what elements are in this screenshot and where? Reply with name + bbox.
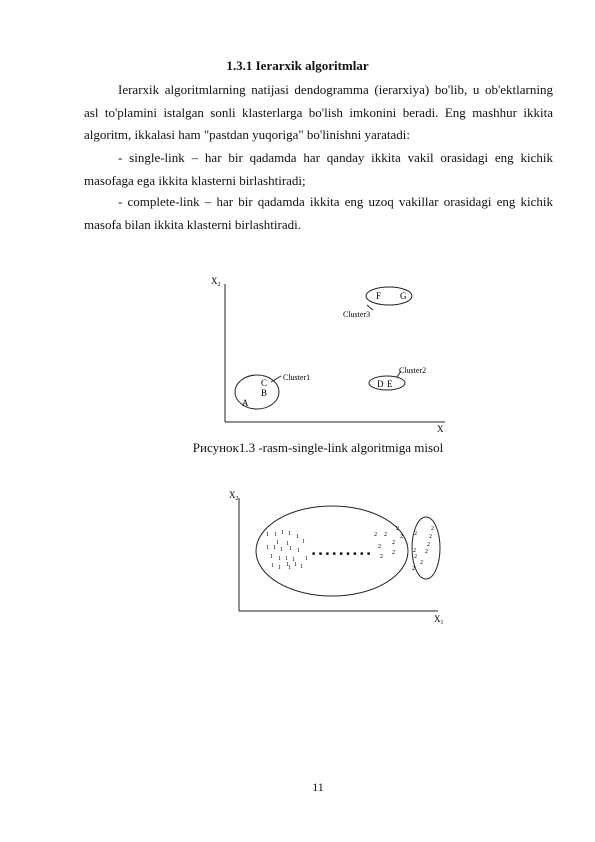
class1-points [266, 530, 308, 571]
class2-point: 2 [431, 526, 434, 532]
page-number: 11 [312, 780, 324, 794]
x-axis-label: X [437, 424, 444, 434]
class2-point: 2 [427, 542, 430, 548]
class1-point: 1 [286, 562, 289, 568]
class2-point: 2 [374, 532, 377, 538]
class1-point: 1 [285, 556, 288, 562]
class2-point: 2 [392, 540, 395, 546]
class1-point: 1 [270, 554, 273, 560]
cluster1-pointer [271, 376, 281, 382]
class1-point: 1 [302, 539, 305, 545]
class2-point: 2 [425, 549, 428, 555]
figure-chaining [226, 488, 450, 628]
class1-point: 1 [273, 545, 276, 551]
class1-point: 1 [281, 530, 284, 536]
class1-point: 1 [266, 532, 269, 538]
class2-point: 2 [380, 554, 383, 560]
figure-caption: Рисунок1.3 -rasm-single-link algoritmiga misol [192, 440, 444, 455]
class2-point: 2 [384, 532, 387, 538]
point-g: G [400, 291, 407, 301]
x-axis-label: $X_1$ [434, 614, 444, 626]
point-a: A [242, 398, 249, 408]
paragraph-single-link: - single-link – har bir qadamda har qanday ikkita vakil orasidagi eng kichik masofaga ega ikkita klasterni birlashtiradi; [84, 150, 553, 188]
class2-point: 2 [400, 534, 403, 540]
class2-point: 2 [396, 526, 399, 532]
paragraph-intro: Ierarxik algoritmlarning natijasi dendogramma (ierarxiya) bo'lib, u ob'ektlarning asl to'plamini istalgan sonli klasterlarga bo'lish imkonini beradi. Eng mashhur ikkita algoritm, ikkalasi ham "pastdan yuqoriga" bo'linishni yaratadi: [84, 82, 553, 142]
class1-point: 1 [276, 540, 279, 546]
point-f: F [376, 291, 382, 301]
class1-point: 1 [271, 563, 274, 569]
cluster1-label: Cluster1 [283, 373, 311, 382]
y-axis-label: $X_2$ [211, 276, 221, 288]
class2-point: 2 [413, 548, 416, 554]
class2-point: 2 [420, 560, 423, 566]
point-e: E [387, 379, 393, 389]
cluster2-label: Cluster2 [399, 366, 427, 375]
class1-point: 1 [288, 531, 291, 537]
class1-point: 1 [288, 565, 291, 571]
class1-point: 1 [294, 562, 297, 568]
class2-point: 2 [429, 534, 432, 540]
class2-point: 2 [414, 531, 417, 537]
class1-point: 1 [289, 546, 292, 552]
point-b: B [261, 388, 268, 398]
small-cluster-ellipse [412, 517, 440, 579]
class1-point: 1 [305, 556, 308, 562]
section-title: 1.3.1 Ierarxik algoritmlar [226, 58, 369, 73]
class1-point: 1 [274, 532, 277, 538]
large-cluster-ellipse [256, 506, 408, 596]
figure-single-link [205, 272, 455, 438]
class2-point: 2 [414, 554, 417, 560]
class1-point: 1 [278, 565, 281, 571]
class1-point: 1 [297, 548, 300, 554]
class1-point: 1 [280, 547, 283, 553]
class1-point: 1 [266, 545, 269, 551]
cluster3-label: Cluster3 [343, 310, 371, 319]
class2-point: 2 [392, 550, 395, 556]
y-axis-label: $X_2$ [229, 490, 239, 502]
class1-point: 1 [292, 557, 295, 563]
point-d: D [377, 379, 384, 389]
class1-point: 1 [286, 541, 289, 547]
class1-point: 1 [300, 564, 303, 570]
class1-point: 1 [278, 556, 281, 562]
class1-point: 1 [296, 534, 299, 540]
class2-point: 2 [412, 566, 415, 572]
chain-points: ■ ■ ■ ■ ■ ■ ■ ■ ■ [312, 552, 372, 557]
paragraph-complete-link: - complete-link – har bir qadamda ikkita eng uzoq vakillar orasidagi eng kichik masofa bilan ikkita klasterni birlashtiradi. [84, 194, 553, 232]
point-c: C [261, 378, 268, 388]
class2-point: 2 [378, 544, 381, 550]
